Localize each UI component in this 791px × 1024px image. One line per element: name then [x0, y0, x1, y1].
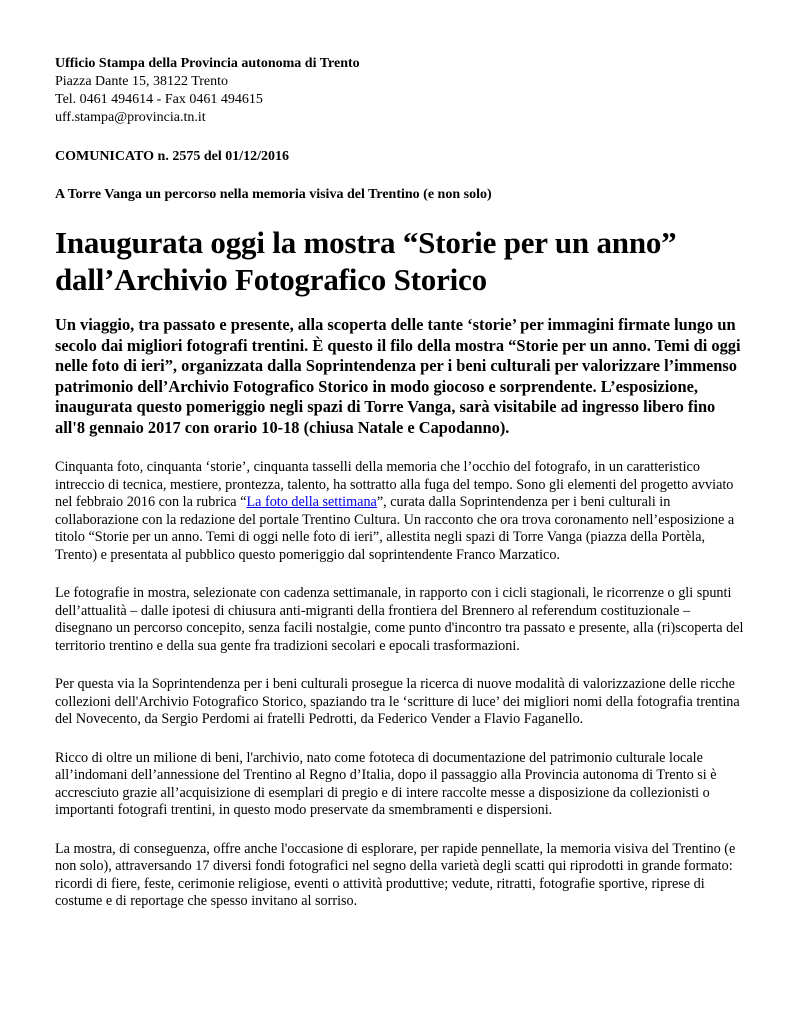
- body-paragraph-2: Le fotografie in mostra, selezionate con cadenza settimanale, in rapporto con i cicli stagionali, le ricorrenze o gli spunti dell’attualità – dalle ipotesi di chiusura anti-migranti della frontiera del Brennero al referendum costituzionale – disegnano un percorso concepito, senza facili nostalgie, come punto d'incontro tra passato e presente, alla (ri)scoperta del territorio trentino e della sua gente fra tradizioni secolari e epocali trasformazioni.: [55, 585, 744, 654]
- title-line-1: Inaugurata oggi la mostra “Storie per un anno”: [55, 225, 677, 260]
- body-paragraph-5: La mostra, di conseguenza, offre anche l'occasione di esplorare, per rapide pennellate, la memoria visiva del Trentino (e non solo), attraversando 17 diversi fondi fotografici nel segno della varietà degli scatti qui riprodotti in grande formato: ricordi di fiere, feste, cerimonie religiose, eventi o attività produttive; vedute, ritratti, fotografie sportive, riprese di costume e di reportage che spesso invitano al sorriso.: [55, 840, 736, 909]
- body-paragraph-4: Ricco di oltre un milione di beni, l'archivio, nato come fototeca di documentazione del patrimonio culturale locale all’indomani dell’annessione del Trentino al Regno d’Italia, dopo il passaggio alla Provincia autonoma di Trento si è accresciuto grazie all’acquisizione di esemplari di pregio e di intere raccolte messe a disposizione da collezionisti o importanti fotografi trentini, in questo modo preservate da smembramenti e dispersioni.: [55, 749, 717, 818]
- foto-settimana-link[interactable]: La foto della settimana: [246, 494, 377, 510]
- office-address: Piazza Dante 15, 38122 Trento: [55, 74, 229, 89]
- body-paragraph-1: [55, 459, 745, 564]
- office-email: uff.stampa@provincia.tn.it: [55, 110, 206, 125]
- title-line-2: dall’Archivio Fotografico Storico: [55, 262, 487, 297]
- press-release-page: [55, 55, 745, 911]
- kicker-subtitle: A Torre Vanga un percorso nella memoria visiva del Trentino (e non solo): [55, 187, 492, 202]
- body-paragraph-3: Per questa via la Soprintendenza per i beni culturali prosegue la ricerca di nuove modalità di valorizzazione delle ricche collezioni dell'Archivio Fotografico Storico, spaziando tra le ‘scritture di luce’ dei migliori nomi della fotografia trentina del Novecento, da Sergio Perdomi ai fratelli Pedrotti, da Federico Vender a Flavio Faganello.: [55, 676, 740, 727]
- office-name: Ufficio Stampa della Provincia autonoma di Trento: [55, 56, 360, 71]
- page-title: [55, 224, 745, 298]
- communique-number: COMUNICATO n. 2575 del 01/12/2016: [55, 149, 289, 164]
- p1-text-before: Cinquanta foto, cinquanta ‘storie’, cinquanta tasselli della memoria che l’occhio del fotografo, in un caratteristico intreccio di tecnica, mestiere, prontezza, talento, ha sottratto alla fuga del tempo. Sono gli elementi del progetto avviato nel febbraio 2016 con la rubrica “: [55, 459, 734, 510]
- office-phone: Tel. 0461 494614 - Fax 0461 494615: [55, 92, 263, 107]
- office-header: [55, 55, 745, 127]
- lead-paragraph: Un viaggio, tra passato e presente, alla scoperta delle tante ‘storie’ per immagini firmate lungo un secolo dai migliori fotografi trentini. È questo il filo della mostra “Storie per un anno. Temi di oggi nelle foto di ieri”, organizzata dalla Soprintendenza per i beni culturali per valorizzare l’immenso patrimonio dell’Archivio Fotografico Storico in modo giocoso e sorprendente. L’esposizione, inaugurata questo pomeriggio negli spazi di Torre Vanga, sarà visitabile ad ingresso libero fino all'8 gennaio 2017 con orario 10-18 (chiusa Natale e Capodanno).: [55, 315, 741, 437]
- p1-text-after: ”, curata dalla Soprintendenza per i beni culturali in collaborazione con la redazione del portale Trentino Cultura. Un racconto che ora trova coronamento nell’esposizione a titolo “Storie per un anno. Temi di oggi nelle foto di ieri”, allestita negli spazi di Torre Vanga (piazza della Portèla, Trento) e presentata al pubblico questo pomeriggio dal soprintendente Franco Marzatico.: [55, 494, 735, 563]
